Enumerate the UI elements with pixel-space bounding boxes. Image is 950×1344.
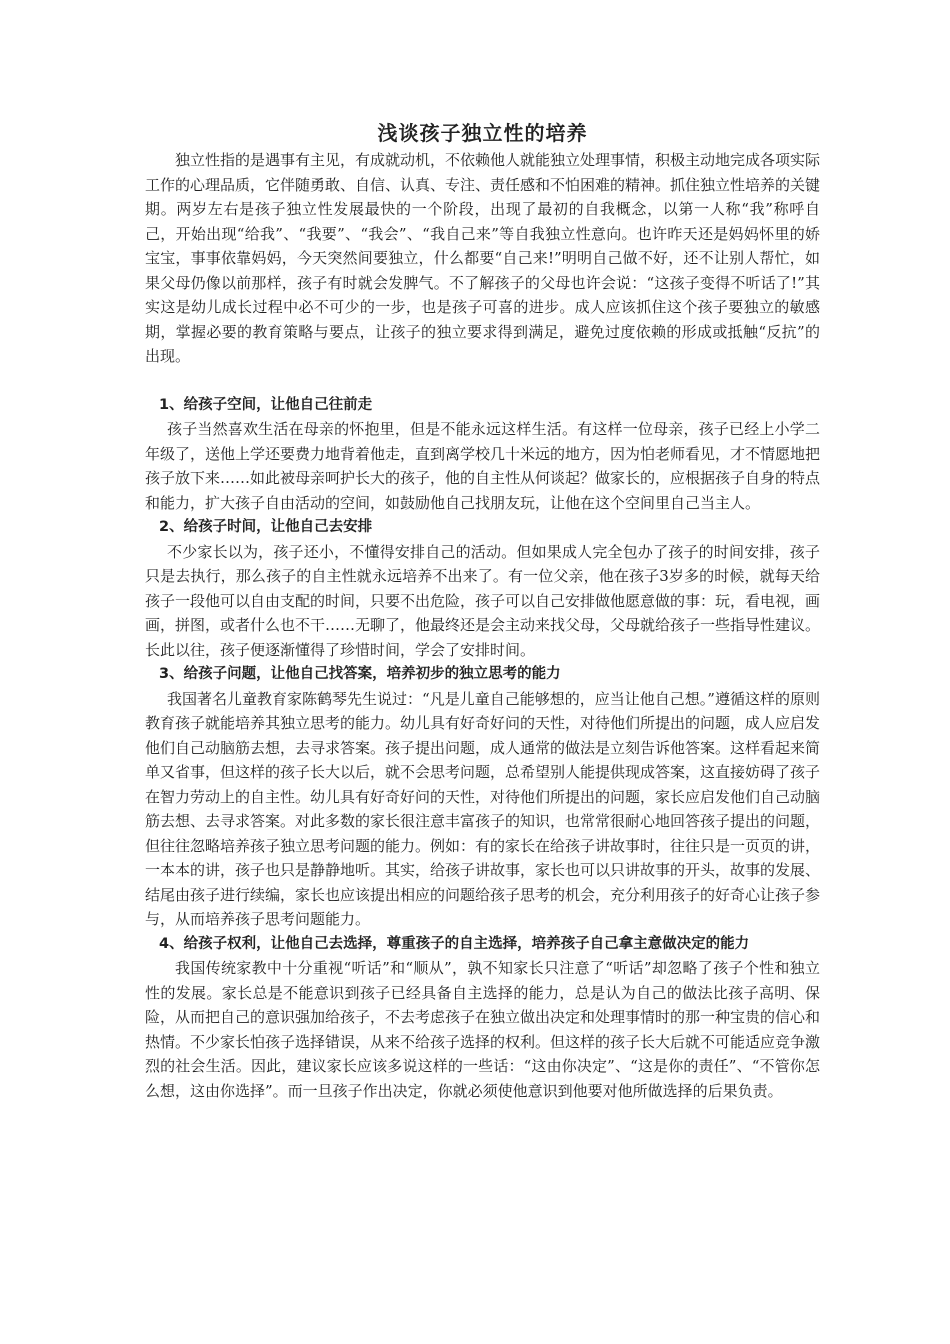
section-1-heading: 1、给孩子空间，让他自己往前走 xyxy=(159,396,373,413)
document-page xyxy=(145,120,820,1103)
section-1-body: 孩子当然喜欢生活在母亲的怀抱里，但是不能永远这样生活。有这样一位母亲，孩子已经上小学二年级了，送他上学还要费力地背着他走，直到离学校几十米远的地方，因为怕老师看见，才不情愿地把孩子放下来……如此被母亲呵护长大的孩子，他的自主性从何谈起？做家长的，应根据孩子自身的特点和能力，扩大孩子自由活动的空间，如鼓励他自己找朋友玩，让他在这个空间里自己当主人。 xyxy=(145,420,821,512)
section-spacer xyxy=(145,369,820,393)
document-title: 浅谈孩子独立性的培养 xyxy=(377,121,588,145)
section-4-body: 我国传统家教中十分重视“听话”和“顺从”，孰不知家长只注意了“听话”却忽略了孩子个性和独立性的发展。家长总是不能意识到孩子已经具备自主选择的能力，总是认为自己的做法比孩子高明、保险，从而把自己的意识强加给孩子，不去考虑孩子在独立做出决定和处理事情时的那一种宝贵的信心和热情。不少家长怕孩子选择错误，从来不给孩子选择的权利。但这样的孩子长大后就不可能适应竞争激烈的社会生活。因此，建议家长应该多说这样的一些话：“这由你决定”、“这是你的责任”、“不管你怎么想，这由你选择”。而一旦孩子作出决定，你就必须使他意识到他要对他所做选择的后果负责。 xyxy=(145,959,821,1100)
section-3-body: 我国著名儿童教育家陈鹤琴先生说过：“凡是儿童自己能够想的，应当让他自己想。”遵循这样的原则教育孩子就能培养其独立思考的能力。幼儿具有好奇好问的天性，对待他们所提出的问题，成人应启发他们自己动脑筋去想，去寻求答案。孩子提出问题，成人通常的做法是立刻告诉他答案。这样看起来简单又省事，但这样的孩子长大以后，就不会思考问题，总希望别人能提供现成答案，这直接妨碍了孩子在智力劳动上的自主性。幼儿具有好奇好问的天性，对待他们所提出的问题，家长应启发他们自己动脑筋去想、去寻求答案。对此多数的家长很注意丰富孩子的知识，也常常很耐心地回答孩子提出的问题，但往往忽略培养孩子独立思考问题的能力。例如：有的家长在给孩子讲故事时，往往只是一页页的讲，一本本的讲，孩子也只是静静地听。其实，给孩子讲故事，家长也可以只讲故事的开头，故事的发展、结尾由孩子进行续编，家长也应该提出相应的问题给孩子思考的机会，充分利用孩子的好奇心让孩子参与，从而培养孩子思考问题能力。 xyxy=(145,689,821,928)
section-2-heading: 2、给孩子时间，让他自己去安排 xyxy=(159,519,373,535)
section-2-body: 不少家长以为，孩子还小，不懂得安排自己的活动。但如果成人完全包办了孩子的时间安排，孩子只是去执行，那么孩子的自主性就永远培养不出来了。有一位父亲，他在孩子3岁多的时候，就每天给孩子一段他可以自由支配的时间，只要不出危险，孩子可以自己安排做他愿意做的事：玩，看电视，画画，拼图，或者什么也不干……无聊了，他最终还是会主动来找父母，父母就给孩子一些指导性建议。长此以往，孩子便逐渐懂得了珍惜时间，学会了安排时间。 xyxy=(145,542,821,659)
section-4-heading: 4、给孩子权利，让他自己去选择，尊重孩子的自主选择，培养孩子自己拿主意做决定的能力 xyxy=(159,935,750,952)
intro-paragraph: 独立性指的是遇事有主见，有成就动机，不依赖他人就能独立处理事情，积极主动地完成各项实际工作的心理品质，它伴随勇敢、自信、认真、专注、责任感和不怕困难的精神。抓住独立性培养的关键期。两岁左右是孩子独立性发展最快的一个阶段，出现了最初的自我概念，以第一人称“我”称呼自己，开始出现“给我”、“我要”、“我会”、“我自己来”等自我独立性意向。也许昨天还是妈妈怀里的娇宝宝，事事依靠妈妈，今天突然间要独立，什么都要“自己来!”明明自己做不好，还不让别人帮忙，如果父母仍像以前那样，孩子有时就会发脾气。不了解孩子的父母也许会说：“这孩子变得不听话了!”其实这是幼儿成长过程中必不可少的一步，也是孩子可喜的进步。成人应该抓住这个孩子要独立的敏感期，掌握必要的教育策略与要点，让孩子的独立要求得到满足，避免过度依赖的形成或抵触“反抗”的出现。 xyxy=(145,151,821,365)
section-3-heading: 3、给孩子问题，让他自己找答案，培养初步的独立思考的能力 xyxy=(159,666,561,682)
